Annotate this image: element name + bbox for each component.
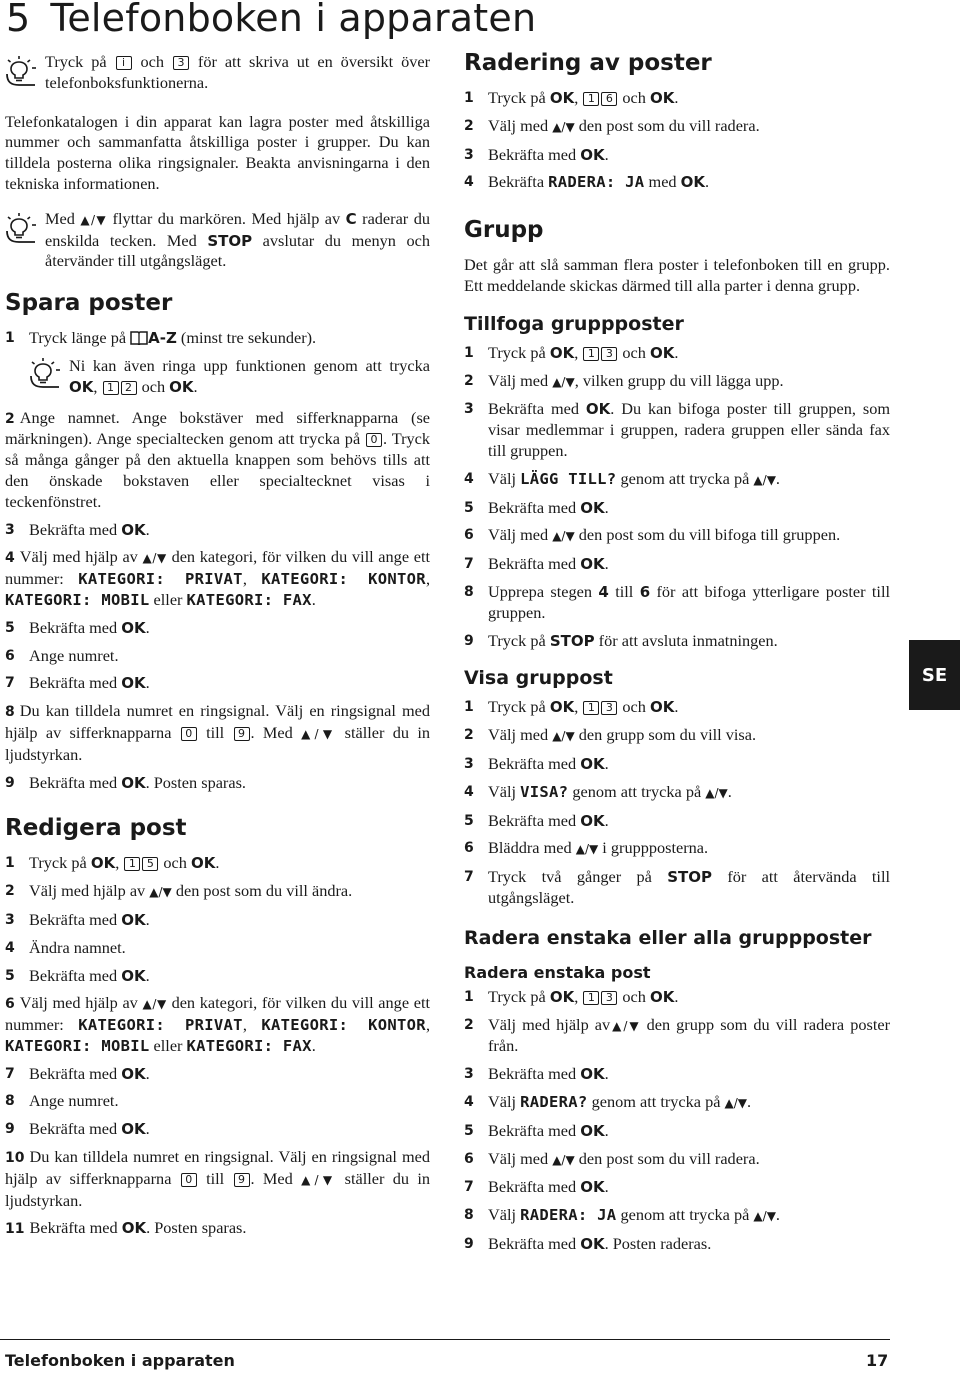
steps-spara-poster	[5, 328, 430, 349]
step: 5 Bekräfta med OK.	[464, 1120, 609, 1140]
step: 2 Välj med ▲/▼, vilken grupp du vill lägga upp.	[464, 370, 784, 390]
step: 1 Tryck på OK, 1 3 och OK.	[464, 986, 679, 1006]
step: 8 Ange numret.	[5, 1091, 119, 1111]
step: 3 Bekräfta med OK. Du kan bifoga poster till gruppen, som visar medlemmar i gruppen, radera gruppen eller sända fax till gruppen.	[464, 399, 891, 460]
step: 2 Välj med hjälp av ▲/▼ den post som du vill ändra.	[5, 881, 353, 901]
step: 8 Du kan tilldela numret en ringsignal. Välj en ringsignal med hjälp av sifferknapparna 0 till 9 . Med ▲/▼ ställer du in ljudstyrkan.	[5, 701, 430, 764]
step: 9 Tryck på STOP för att avsluta inmatningen.	[464, 630, 778, 650]
step: 6 Ange numret.	[5, 645, 119, 665]
chapter-number: 5	[6, 0, 31, 40]
step: 3 Bekräfta med OK.	[464, 1064, 609, 1084]
step: 2 Välj med ▲/▼ den grupp som du vill visa.	[464, 725, 757, 745]
step: 7 Bekräfta med OK.	[5, 673, 150, 693]
step: 5 Bekräfta med OK.	[464, 497, 609, 517]
heading-spara-poster: Spara poster	[5, 290, 173, 317]
heading-radering: Radering av poster	[464, 50, 712, 76]
key-stop: STOP	[207, 231, 253, 250]
grupp-intro: Det går att slå samman flera poster i telefonboken till en grupp. Ett meddelande skickas därmed till alla parter i denna grupp.	[464, 255, 890, 295]
key-c: C	[345, 209, 357, 228]
step: 5 Bekräfta med OK.	[5, 617, 150, 637]
step: 9 Bekräfta med OK. Posten sparas.	[5, 772, 246, 792]
steps-radering	[464, 88, 890, 193]
step: 9 Bekräfta med OK. Posten raderas.	[464, 1233, 712, 1253]
step: 6 Välj med ▲/▼ den post som du vill bifoga till gruppen.	[464, 525, 841, 545]
subheading-radera-enstaka: Radera enstaka post	[464, 962, 651, 982]
footer-divider	[0, 1339, 890, 1340]
step: 11 Bekräfta med OK. Posten sparas.	[5, 1218, 247, 1238]
tip-icon	[29, 356, 65, 388]
step: 10 Du kan tilldela numret en ringsignal. Välj en ringsignal med hjälp av sifferknapparna 0 till 9 . Med ▲/▼ ställer du in ljudstyrkan.	[5, 1147, 430, 1210]
steps-tillfoga	[464, 343, 890, 652]
language-tab: SE	[909, 640, 960, 710]
step: 1 Tryck på OK, 1 6 och OK.	[464, 88, 679, 107]
step: 1 Tryck på OK, 1 3 och OK.	[464, 697, 679, 717]
step: 4 Välj RADERA? genom att trycka på ▲/▼.	[464, 1091, 752, 1111]
step: 1 Tryck länge på A-Z (minst tre sekunder).	[5, 328, 317, 348]
step: 4 Bekräfta RADERA: JA med OK.	[464, 172, 710, 192]
step: 6 Välj med ▲/▼ den post som du vill radera.	[464, 1148, 760, 1168]
step: 2 Välj med ▲/▼ den post som du vill radera.	[464, 115, 760, 135]
step: 7 Tryck två gånger på STOP för att återvända till utgångsläget.	[464, 867, 891, 907]
step: 4 Ändra namnet.	[5, 937, 126, 957]
step: 6 Välj med hjälp av ▲/▼ den kategori, för vilken du vill ange ett nummer: KATEGORI: PRIVAT, KATEGORI: KONTOR, KATEGORI: MOBIL eller KATEGORI: FAX.	[5, 993, 431, 1055]
step: 5 Bekräfta med OK.	[464, 810, 609, 830]
step: 8 Välj RADERA: JA genom att trycka på ▲/▼.	[464, 1205, 780, 1225]
step: 1 Tryck på OK, 1 3 och OK.	[464, 342, 679, 362]
heading-redigera-post: Redigera post	[5, 815, 187, 842]
heading-grupp: Grupp	[464, 217, 544, 244]
heading-tillfoga: Tillfoga gruppposter	[464, 312, 684, 335]
heading-radera-alla: Radera enstaka eller alla gruppposter	[464, 926, 872, 949]
step: 5 Bekräfta med OK.	[5, 965, 150, 985]
step: 2 Välj med hjälp av▲/▼ den grupp som du vill radera poster från.	[464, 1014, 890, 1056]
arrow-keys-icon: ▲/▼	[80, 212, 108, 227]
step: 2 Ange namnet. Ange bokstäver med sifferknapparna (se märkningen). Ange specialtecken genom att trycka på 0 . Tryck så många gånger på den aktuella knappen som behövs tills att den önskade bokstaven eller specialtecknet visas i teckenfönstret.	[5, 407, 430, 511]
key-3: 3	[173, 56, 189, 70]
chapter-title: Telefonboken i apparaten	[50, 0, 537, 40]
step: 4 Välj LÄGG TILL? genom att trycka på ▲/▼.	[464, 468, 780, 488]
tip-alt-shortcut: Ni kan även ringa upp funktionen genom att trycka OK, 1 2 och OK.	[5, 356, 430, 398]
phonebook-icon	[130, 331, 148, 345]
footer-title: Telefonboken i apparaten	[5, 1351, 235, 1370]
intro-paragraph: Telefonkatalogen i din apparat kan lagra poster med åtskilliga nummer och sammanfatta åtskilliga poster i grupper. Du kan tilldela posterna olika ringsignaler. Beakta anvisningarna i den tekniska informationen.	[5, 111, 430, 193]
step: 6 Bläddra med ▲/▼ i gruppposterna.	[464, 838, 709, 858]
step: 3 Bekräfta med OK.	[464, 753, 609, 773]
step: 9 Bekräfta med OK.	[5, 1119, 150, 1139]
tip-icon	[5, 211, 41, 243]
key-i: i	[116, 56, 132, 70]
key-a-z: A-Z	[148, 329, 177, 348]
tip-print-overview: Tryck på i och 3 för att skriva ut en översikt över telefonboksfunktionerna.	[5, 52, 430, 94]
step: 3 Bekräfta med OK.	[5, 519, 150, 539]
step: 4 Välj med hjälp av ▲/▼ den kategori, för vilken du vill ange ett nummer: KATEGORI: PRIVAT, KATEGORI: KONTOR, KATEGORI: MOBIL eller KATEGORI: FAX.	[5, 547, 431, 609]
step: 7 Bekräfta med OK.	[5, 1063, 150, 1083]
heading-visa: Visa gruppost	[464, 667, 613, 690]
step: 4 Välj VISA? genom att trycka på ▲/▼.	[464, 781, 732, 801]
steps-visa	[464, 697, 890, 908]
step: 3 Bekräfta med OK.	[5, 909, 150, 929]
page-number: 17	[866, 1351, 889, 1370]
steps-radera-enstaka	[464, 987, 890, 1255]
step: 8 Upprepa stegen 4 till 6 för att bifoga ytterligare poster till gruppen.	[464, 581, 890, 622]
left-column	[5, 52, 430, 1247]
page-title	[6, 0, 536, 40]
steps-redigera-post	[5, 853, 430, 1240]
step: 7 Bekräfta med OK.	[464, 1177, 609, 1197]
step: 1 Tryck på OK, 1 5 och OK.	[5, 853, 220, 873]
tip-icon	[5, 54, 41, 86]
right-column	[464, 48, 890, 1262]
step: 3 Bekräfta med OK.	[464, 144, 609, 164]
steps-spara-poster-cont	[5, 408, 430, 794]
step: 7 Bekräfta med OK.	[464, 554, 609, 574]
tip-navigation: Med ▲/▼ flyttar du markören. Med hjälp av C raderar du enskilda tecken. Med STOP avslutar du menyn och återvänder till utgångsläget.	[5, 209, 430, 272]
